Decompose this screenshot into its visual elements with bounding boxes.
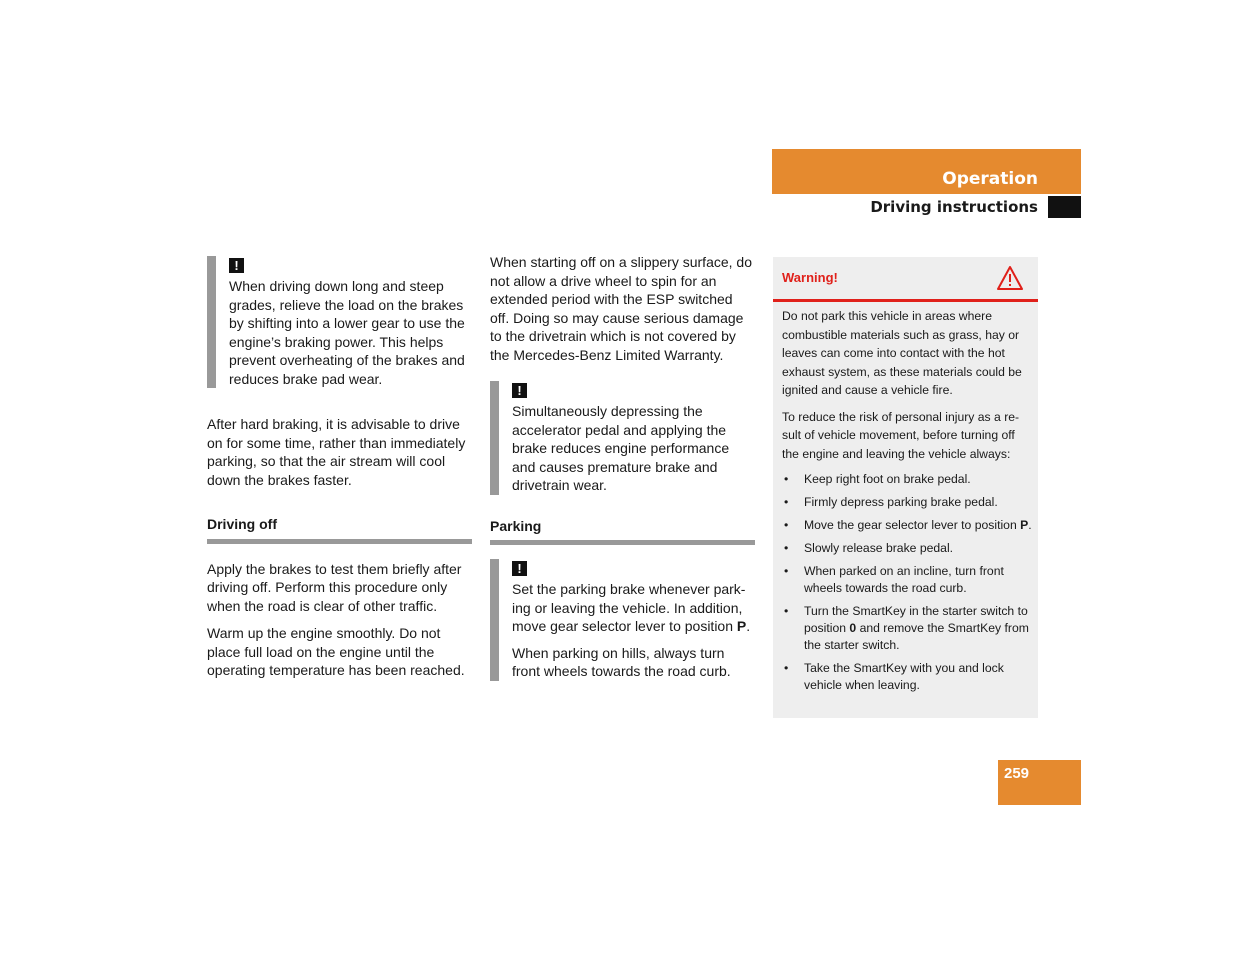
list-item: • Slowly release brake pedal. xyxy=(782,540,1032,557)
list-item: • Move the gear selector lever to position P. xyxy=(782,517,1032,534)
list-item: • Firmly depress parking brake pedal. xyxy=(782,494,1032,511)
warning-body xyxy=(782,307,1032,700)
list-item: • Keep right foot on brake pedal. xyxy=(782,471,1032,488)
notice-text: Set the parking brake whenever park-ing or leaving the vehicle. In addition, move gear selector lever to position P. xyxy=(512,581,751,634)
warning-triangle-icon xyxy=(996,265,1024,291)
page-number-box xyxy=(998,760,1081,805)
warning-paragraph: To reduce the risk of personal injury as a re-sult of vehicle movement, before turning off the engine and leaving the vehicle always: xyxy=(782,409,1020,461)
notice-box xyxy=(490,381,755,495)
warning-header xyxy=(773,257,1038,302)
exclamation-icon: ! xyxy=(512,561,527,576)
notice-box xyxy=(207,256,472,388)
page-number: 259 xyxy=(1004,765,1030,782)
notice-text: Simultaneously depressing the accelerator pedal and applying the brake reduces engine performance and causes premature brake and drivetrain wear. xyxy=(512,403,730,493)
paragraph: After hard braking, it is advisable to drive on for some time, rather than immediately parking, so that the air stream will cool down the brakes faster. xyxy=(207,416,466,488)
section-heading-parking: Parking xyxy=(490,517,755,546)
column-left xyxy=(207,256,472,689)
notice-bar xyxy=(490,559,499,681)
exclamation-icon: ! xyxy=(229,258,244,273)
column-middle xyxy=(490,253,755,689)
list-item: • Turn the SmartKey in the starter switch to position 0 and remove the SmartKey from the starter switch. xyxy=(782,603,1032,654)
notice-text: When driving down long and steep grades, relieve the load on the brakes by shifting into a lower gear to use the engine’s braking power. This helps prevent overheating of the brakes and reduces brake pad wear. xyxy=(229,278,465,387)
warning-list xyxy=(782,471,1032,694)
notice-box xyxy=(490,559,755,681)
paragraph: When starting off on a slippery surface, do not allow a drive wheel to spin for an extended period with the ESP switched off. Doing so may cause serious damage to the drivetrain which is not covered by the Mercedes-Benz Limited Warranty. xyxy=(490,254,752,363)
paragraph: Apply the brakes to test them briefly after driving off. Perform this procedure only when the road is clear of other traffic. xyxy=(207,560,462,614)
section-title: Operation xyxy=(942,169,1038,189)
warning-title: Warning! xyxy=(782,270,838,285)
exclamation-icon: ! xyxy=(512,383,527,398)
section-tab-marker xyxy=(1048,196,1081,218)
notice-bar xyxy=(207,256,216,388)
notice-text: When parking on hills, always turn front wheels towards the road curb. xyxy=(512,644,731,679)
subsection-title: Driving instructions xyxy=(870,198,1038,216)
warning-box xyxy=(773,257,1038,718)
section-header xyxy=(772,149,1081,194)
warning-paragraph: Do not park this vehicle in areas where combustible materials such as grass, hay or leaves can come into contact with the hot exhaust system, as these materials could be ignited and cause a vehicle fire. xyxy=(782,309,1022,397)
list-item: • Take the SmartKey with you and lock vehicle when leaving. xyxy=(782,660,1032,694)
list-item: • When parked on an incline, turn front wheels towards the road curb. xyxy=(782,563,1032,597)
notice-bar xyxy=(490,381,499,495)
section-heading-driving-off: Driving off xyxy=(207,515,472,544)
paragraph: Warm up the engine smoothly. Do not place full load on the engine until the operating temperature has been reached. xyxy=(207,625,465,678)
